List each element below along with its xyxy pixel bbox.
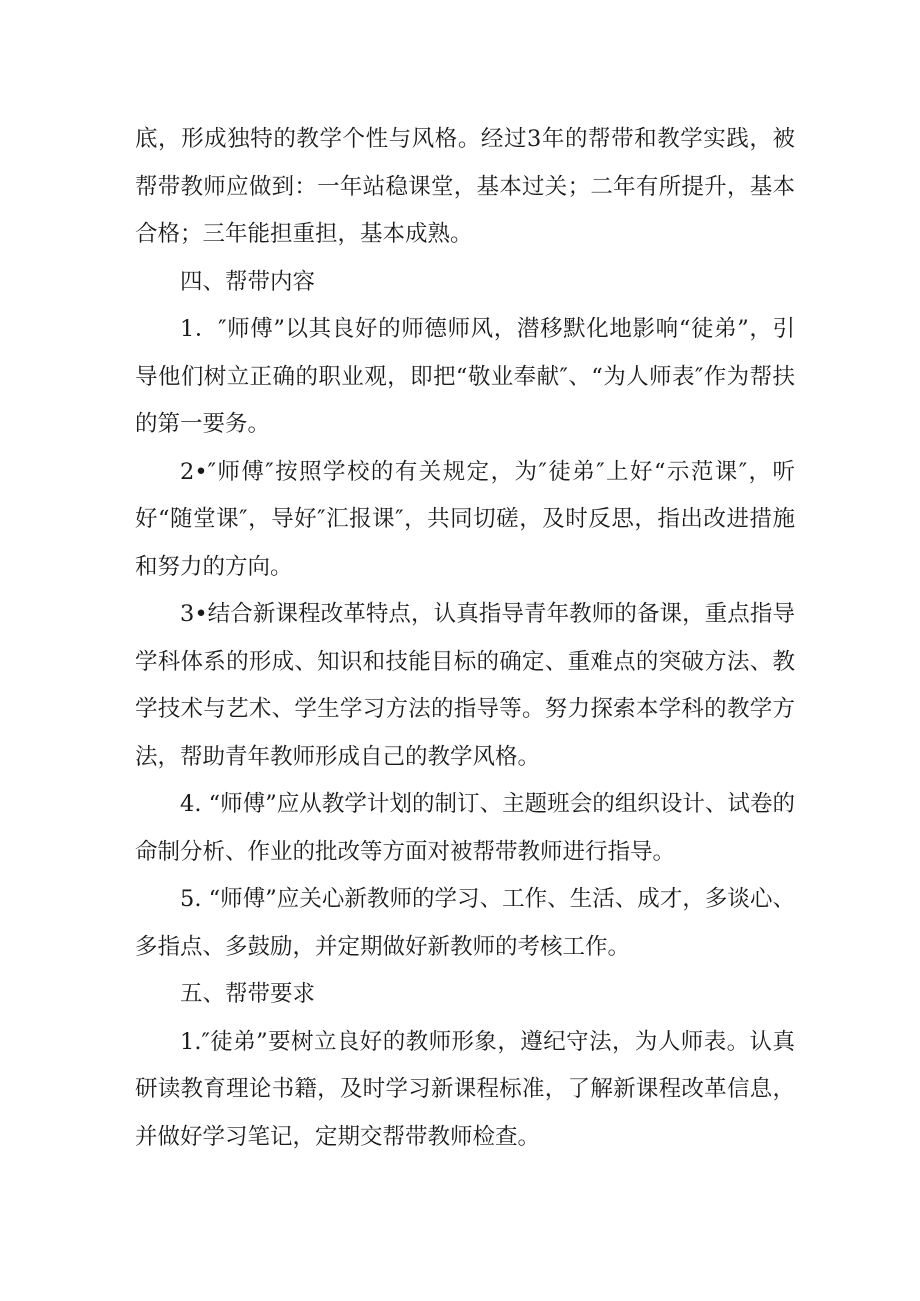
paragraph-content-2: 2•″师傅″按照学校的有关规定，为″徒弟″上好“示范课″，听好“随堂课″，导好″汇报课″，共同切磋，及时反思，指出改进措施和努力的方向。 (135, 458, 795, 580)
paragraph-content-5: 5. “师傅”应关心新教师的学习、工作、生活、成才，多谈心、多指点、多鼓励，并定期做好新教师的考核工作。 (135, 886, 795, 960)
section-heading-content: 四、帮带内容 (180, 268, 316, 295)
paragraph-requirements-1: 1.″徒弟”要树立良好的教师形象，遵纪守法，为人师表。认真研读教育理论书籍，及时学习新课程标准，了解新课程改革信息，并做好学习笔记，定期交帮带教师检查。 (135, 1028, 795, 1150)
section-heading-requirements: 五、帮带要求 (180, 981, 316, 1007)
paragraph-content-4: 4. “师傅”应从教学计划的制订、主题班会的组织设计、试卷的命制分析、作业的批改等方面对被帮带教师进行指导。 (135, 791, 795, 865)
paragraph-continuation: 底，形成独特的教学个性与风格。经过3年的帮带和教学实践，被帮带教师应做到：一年站稳课堂，基本过关；二年有所提升，基本合格；三年能担重担，基本成熟。 (135, 126, 795, 247)
paragraph-content-3: 3•结合新课程改革特点，认真指导青年教师的备课，重点指导学科体系的形成、知识和技能目标的确定、重难点的突破方法、教学技术与艺术、学生学习方法的指导等。努力探索本学科的教学方法，帮助青年教师形成自己的教学风格。 (135, 601, 795, 770)
document-body (135, 116, 795, 1161)
paragraph-content-1: 1．″师傅”以其良好的师德师风，潜移默化地影响“徒弟”，引导他们树立正确的职业观，即把“敬业奉献″、“为人师表″作为帮扶的第一要务。 (135, 316, 795, 437)
